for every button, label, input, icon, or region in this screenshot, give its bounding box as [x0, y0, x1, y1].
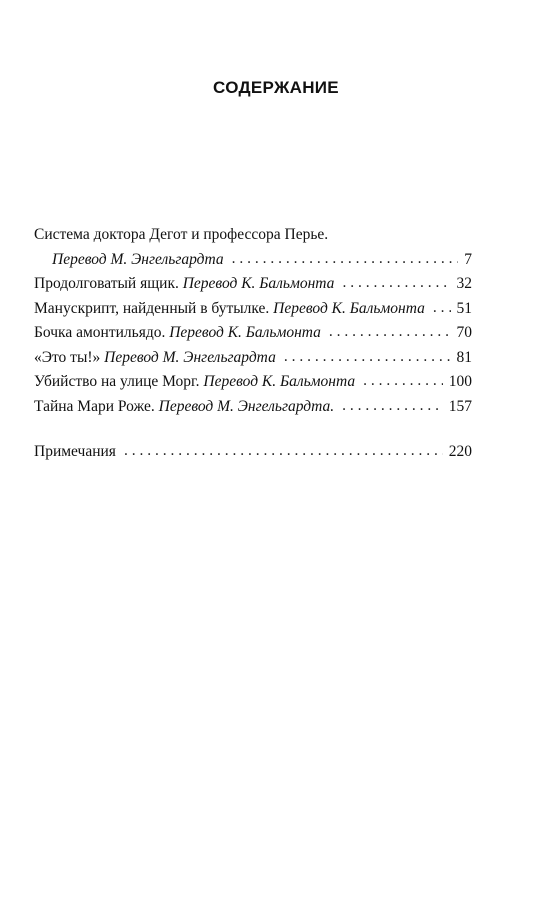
dot-leader	[284, 345, 451, 370]
toc-entry-1	[34, 223, 472, 272]
toc-entry-title-wrap	[34, 346, 276, 371]
toc-entry-title-wrap	[34, 370, 355, 395]
toc-entry-page: 157	[448, 397, 472, 415]
toc-entry-2	[34, 272, 472, 297]
toc-entry-title: Примечания	[34, 443, 116, 460]
toc-entry-title: Манускрипт, найденный в бутылке.	[34, 299, 270, 317]
toc-entry-page: 81	[456, 348, 472, 366]
dot-leader	[124, 439, 443, 464]
toc-entry-title: Тайна Мари Роже.	[34, 397, 155, 415]
toc-entry-translator: Перевод К. Бальмонта	[182, 275, 335, 292]
toc-entry-title-wrap	[52, 248, 224, 273]
toc-entry-title: Бочка амонтильядо.	[34, 324, 166, 341]
toc-entry-title-wrap	[34, 321, 321, 346]
toc-entry-translator: Перевод К. Бальмонта	[169, 324, 321, 341]
toc-entry-translator: Перевод М. Энгельгардта	[104, 348, 276, 366]
dot-leader	[342, 271, 450, 296]
toc-entry-7	[34, 395, 472, 420]
dot-leader	[363, 369, 443, 394]
toc-entry-title-wrap	[34, 272, 334, 297]
toc-entry-continuation	[34, 248, 472, 273]
toc-entry-translator: Перевод К. Бальмонта	[203, 373, 356, 390]
toc-entry-5	[34, 346, 472, 371]
toc-entry-title: Продолговатый ящик.	[34, 275, 179, 292]
toc-entry-translator: Перевод К. Бальмонта	[273, 299, 425, 317]
toc-entry-page: 70	[456, 324, 472, 341]
toc-entry-page: 220	[448, 443, 472, 460]
dot-leader	[232, 247, 459, 272]
toc-entry-page: 51	[456, 299, 472, 317]
toc-entry-title: Система доктора Дегот и профессора Перье.	[34, 226, 329, 243]
section-gap	[34, 419, 472, 440]
toc-entry-page: 100	[448, 373, 472, 390]
toc-entry-translator: Перевод М. Энгельгардта.	[158, 397, 335, 415]
dot-leader	[433, 296, 451, 321]
toc-entry-notes	[34, 440, 472, 465]
toc-entry-translator: Перевод М. Энгельгардта	[52, 250, 224, 268]
page-title: СОДЕРЖАНИЕ	[213, 78, 339, 97]
toc-entry-title: Убийство на улице Морг.	[34, 373, 200, 390]
table-of-contents	[34, 223, 472, 465]
toc-entry-6	[34, 370, 472, 395]
toc-entry-4	[34, 321, 472, 346]
toc-entry-title: «Это ты!»	[34, 348, 101, 366]
toc-entry-page: 32	[456, 275, 472, 292]
toc-entry-title-wrap	[34, 395, 334, 420]
toc-entry-page: 7	[464, 250, 472, 268]
dot-leader	[342, 394, 443, 419]
toc-entry-title-wrap	[34, 297, 425, 322]
dot-leader	[329, 320, 451, 345]
toc-entry-3	[34, 297, 472, 322]
